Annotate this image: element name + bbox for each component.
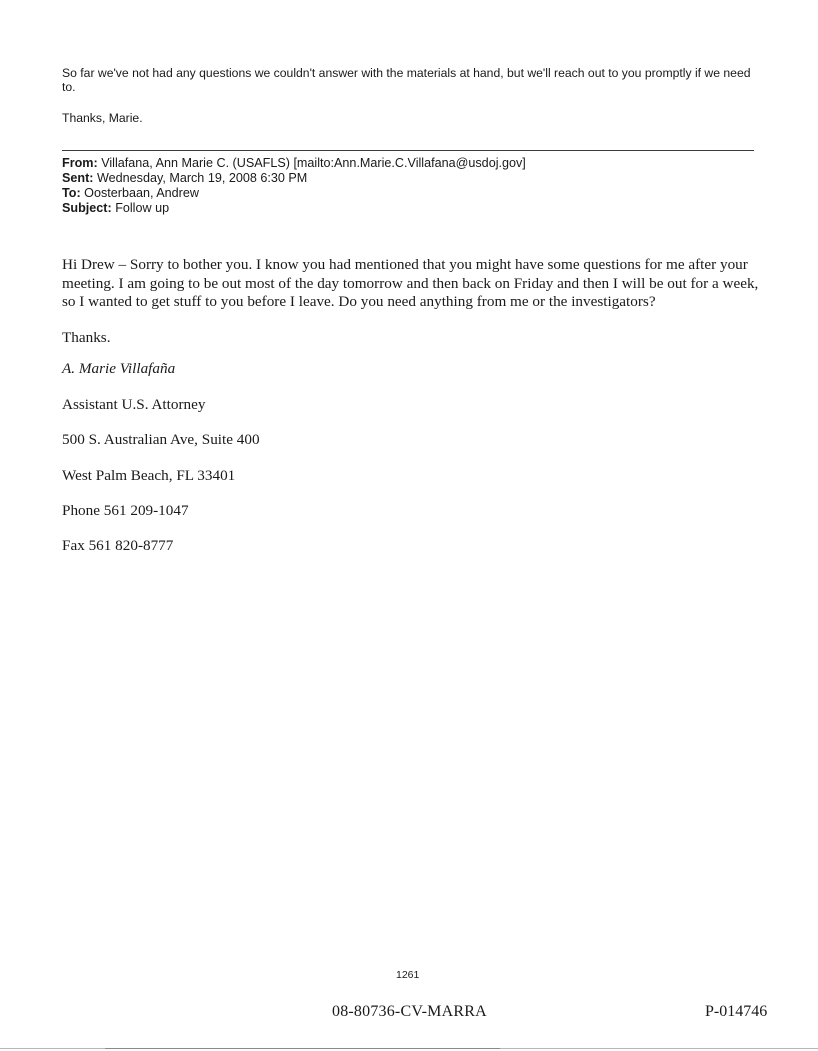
message-body	[62, 256, 762, 347]
header-divider	[62, 150, 754, 151]
from-row	[62, 156, 526, 171]
reply-message	[62, 66, 752, 125]
to-row	[62, 186, 526, 201]
signature-address-line1: 500 S. Australian Ave, Suite 400	[62, 431, 260, 448]
signature-address-line2: West Palm Beach, FL 33401	[62, 467, 236, 484]
reply-paragraph: So far we've not had any questions we couldn't answer with the materials at hand, but we'll reach out to you promptly if we need to.	[62, 66, 751, 94]
message-paragraph: Hi Drew – Sorry to bother you. I know you had mentioned that you might have some questions for me after your meeting. I am going to be out most of the day tomorrow and then back on Friday and then I will be out for a week, so I wanted to get stuff to you before I leave. Do you need anything from me or the investigators?	[62, 256, 759, 310]
page-bottom-edge-shadow	[105, 1048, 500, 1049]
sent-value: Wednesday, March 19, 2008 6:30 PM	[96, 171, 308, 185]
signature-title: Assistant U.S. Attorney	[62, 396, 206, 413]
reply-signoff: Thanks, Marie.	[62, 111, 143, 125]
subject-row	[62, 201, 526, 216]
subject-value: Follow up	[115, 201, 170, 215]
page-number: 1261	[396, 969, 420, 981]
sent-row	[62, 171, 526, 186]
bates-number: P-014746	[705, 1003, 768, 1020]
case-number: 08-80736-CV-MARRA	[332, 1003, 487, 1020]
signature-name: A. Marie Villafaña	[62, 360, 176, 377]
signature-phone: Phone 561 209-1047	[62, 502, 189, 519]
email-header	[62, 156, 526, 216]
to-label: To:	[62, 186, 81, 200]
sent-label: Sent:	[62, 171, 94, 185]
signature-fax: Fax 561 820-8777	[62, 537, 174, 554]
from-value: Villafana, Ann Marie C. (USAFLS) [mailto:Ann.Marie.C.Villafana@usdoj.gov]	[101, 156, 526, 170]
subject-label: Subject:	[62, 201, 112, 215]
message-thanks: Thanks.	[62, 328, 111, 346]
to-value: Oosterbaan, Andrew	[84, 186, 199, 200]
from-label: From:	[62, 156, 98, 170]
